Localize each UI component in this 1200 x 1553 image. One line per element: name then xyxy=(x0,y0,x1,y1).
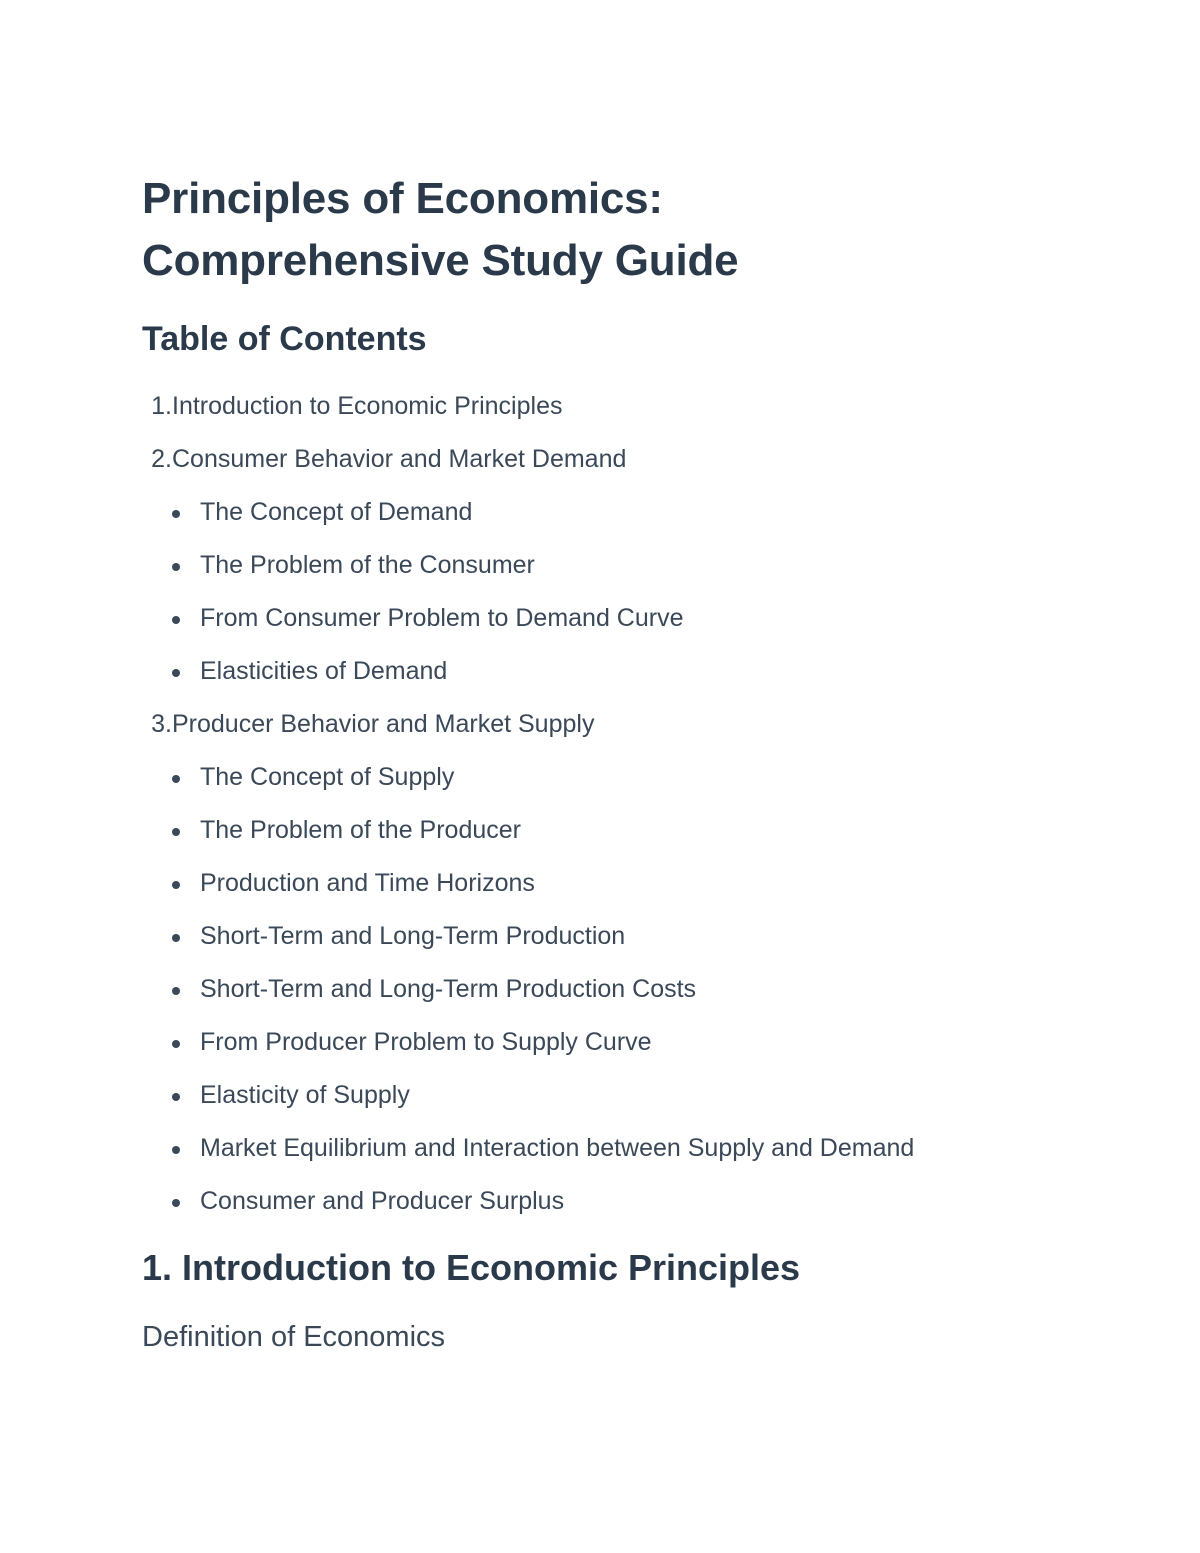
toc-label: Consumer Behavior and Market Demand xyxy=(172,445,627,473)
section-subheading: Definition of Economics xyxy=(142,1321,446,1353)
toc-number: 1. xyxy=(151,392,172,420)
toc-subitem[interactable] xyxy=(142,1128,914,1181)
toc-number: 3. xyxy=(151,710,172,738)
toc-label: Producer Behavior and Market Supply xyxy=(172,710,595,738)
toc-subitem[interactable] xyxy=(142,969,914,1022)
toc-subitem[interactable] xyxy=(142,1075,914,1128)
title-line-1: Principles of Economics: xyxy=(142,174,663,223)
toc-sublabel: Production and Time Horizons xyxy=(200,869,535,897)
toc-sublabel: Elasticity of Supply xyxy=(200,1081,410,1109)
toc-subitem[interactable] xyxy=(142,810,914,863)
toc-sublabel: From Producer Problem to Supply Curve xyxy=(200,1028,652,1056)
toc-item[interactable] xyxy=(142,704,914,757)
toc-subitem[interactable] xyxy=(142,757,914,810)
table-of-contents xyxy=(142,386,914,1234)
toc-sublabel: The Problem of the Producer xyxy=(200,816,521,844)
toc-heading: Table of Contents xyxy=(142,320,427,358)
toc-number: 2. xyxy=(151,445,172,473)
toc-subitem[interactable] xyxy=(142,492,914,545)
toc-sublabel: Market Equilibrium and Interaction between Supply and Demand xyxy=(200,1134,915,1162)
title-line-2: Comprehensive Study Guide xyxy=(142,236,739,285)
document-title xyxy=(142,168,738,292)
toc-sublabel: Short-Term and Long-Term Production Costs xyxy=(200,975,697,1003)
section-heading: 1. Introduction to Economic Principles xyxy=(142,1247,801,1288)
toc-subitem[interactable] xyxy=(142,863,914,916)
toc-sublabel: The Problem of the Consumer xyxy=(200,551,535,579)
toc-sublabel: From Consumer Problem to Demand Curve xyxy=(200,604,684,632)
toc-label: Introduction to Economic Principles xyxy=(172,392,563,420)
toc-item[interactable] xyxy=(142,386,914,439)
toc-subitem[interactable] xyxy=(142,916,914,969)
toc-sublabel: Elasticities of Demand xyxy=(200,657,448,685)
toc-sublabel: Consumer and Producer Surplus xyxy=(200,1187,565,1215)
toc-sublabel: The Concept of Demand xyxy=(200,498,473,526)
toc-sublabel: Short-Term and Long-Term Production xyxy=(200,922,626,950)
toc-subitem[interactable] xyxy=(142,598,914,651)
toc-subitem[interactable] xyxy=(142,651,914,704)
toc-subitem[interactable] xyxy=(142,1022,914,1075)
toc-item[interactable] xyxy=(142,439,914,492)
toc-sublabel: The Concept of Supply xyxy=(200,763,455,791)
toc-subitem[interactable] xyxy=(142,545,914,598)
toc-subitem[interactable] xyxy=(142,1181,914,1234)
